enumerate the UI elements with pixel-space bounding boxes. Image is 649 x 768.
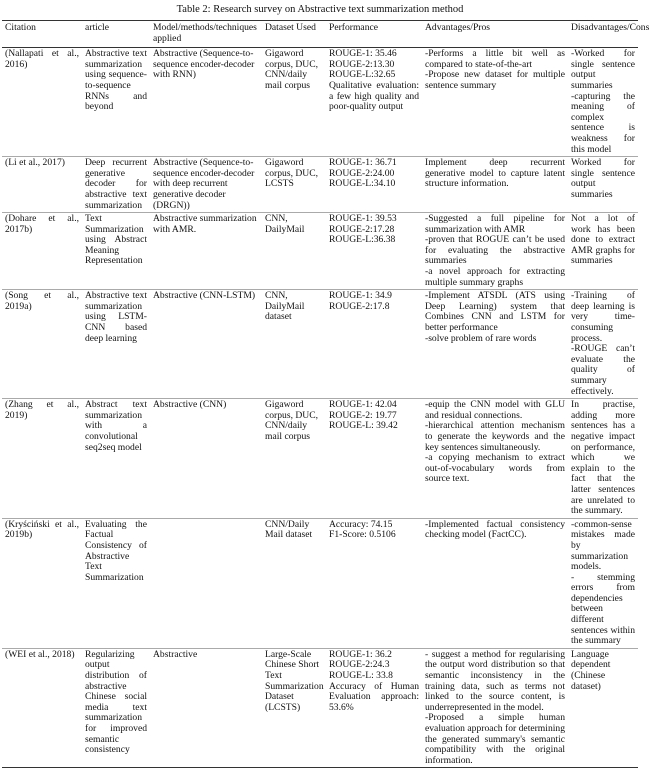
cons-cell [568, 213, 638, 290]
article-cell: Text Summarization using Abstract Meaning Representation [82, 213, 150, 290]
cons-cell-line: -Worked for single sentence output summaries [571, 48, 635, 91]
cons-cell-line: In practise, adding more sentences has a negative impact on performance, which we explain to the fact that the latter sentences are unrelated to the summary. [571, 399, 635, 517]
performance-cell-line: ROUGE-1: 35.46 [329, 48, 397, 60]
model-cell: Abstractive (CNN-LSTM) [150, 290, 262, 399]
pros-cell-line: -Implement ATSDL (ATS using Deep Learning) system that Combines CNN and LSTM for better performance [425, 290, 565, 334]
citation-cell: (Dohare et al., 2017b) [2, 213, 82, 290]
cons-cell [568, 648, 638, 768]
pros-cell [422, 157, 568, 213]
table-row [2, 399, 638, 519]
performance-cell-line: Qualitative evaluation: a few high quality and poor-quality output [329, 79, 419, 113]
pros-cell [422, 648, 568, 768]
dataset-cell: CNN, DailyMail [262, 213, 326, 290]
pros-cell-line: -equip the CNN model with GLU and residual connections. [425, 399, 565, 421]
pros-cell-line: -a novel approach for extracting multiple summary graphs [425, 266, 565, 288]
performance-cell-line: ROUGE-1: 36.2 [329, 648, 392, 660]
performance-cell-line: ROUGE-1: 42.04 [329, 399, 397, 411]
dataset-cell: Gigaword corpus, DUC, CNN/daily mail corpus [262, 399, 326, 519]
column-header: Disadvantages/Cons [568, 21, 638, 48]
cons-cell [568, 399, 638, 519]
pros-cell-line: -solve problem of rare words [425, 332, 537, 344]
pros-cell [422, 213, 568, 290]
table-row [2, 157, 638, 213]
table-body [2, 48, 638, 768]
pros-cell [422, 290, 568, 399]
model-cell: Abstractive [150, 648, 262, 768]
model-cell: Abstractive (CNN) [150, 399, 262, 519]
pros-cell-line: -Propose new dataset for multiple sentence summary [425, 69, 565, 91]
column-header: Model/methods/techniques applied [150, 21, 262, 48]
pros-cell-line: -a copying mechanism to extract out-of-vocabulary words from source text. [425, 452, 565, 485]
dataset-cell: Gigaword corpus, DUC, LCSTS [262, 157, 326, 213]
cons-cell [568, 48, 638, 157]
cons-cell-line: - stemming errors from dependencies between different sentences within the summary [571, 571, 635, 647]
dataset-cell: CNN, DailyMail dataset [262, 290, 326, 399]
cons-cell-line: -capturing the meaning of complex sentence is weakness for this model [571, 90, 635, 155]
pros-cell-line: -Suggested a full pipeline for summarization with AMR [425, 213, 565, 235]
performance-cell-line: ROUGE-L: 39.42 [329, 420, 398, 432]
performance-cell [326, 48, 422, 157]
pros-cell-line: - suggest a method for regularising the output word distribution so that semantic inconsistency in the training data, such as terms not linked to the source content, is underrepresented in the model. [425, 648, 565, 713]
dataset-cell: CNN/Daily Mail dataset [262, 518, 326, 648]
column-header: article [82, 21, 150, 48]
pros-cell-line: -Implemented factual consistency checking model (FactCC). [425, 518, 565, 541]
table-row [2, 213, 638, 290]
performance-cell-line: Accuracy of Human Evaluation approach: 53.6% [329, 680, 419, 713]
dataset-cell: Gigaword corpus, DUC, CNN/daily mail corpus [262, 48, 326, 157]
table-caption: Table 2: Research survey on Abstractive text summarization method [176, 4, 464, 15]
table-row [2, 290, 638, 399]
performance-cell-line: ROUGE-2:13.30 [329, 58, 395, 70]
performance-cell-line: ROUGE-L:36.38 [329, 234, 396, 246]
cons-cell [568, 518, 638, 648]
article-cell: Abstractive text summarization using sequence-to-sequence RNNs and beyond [82, 48, 150, 157]
performance-cell [326, 290, 422, 399]
performance-cell-line: ROUGE-1: 36.71 [329, 157, 397, 169]
performance-cell-line: ROUGE-2:17.8 [329, 300, 390, 312]
header-row [2, 21, 638, 48]
performance-cell [326, 213, 422, 290]
column-header: Advantages/Pros [422, 21, 568, 48]
pros-cell [422, 48, 568, 157]
model-cell: Abstractive summarization with AMR. [150, 213, 262, 290]
cons-cell-line: Worked for single sentence output summaries [571, 157, 635, 200]
performance-cell-line: F1-Score: 0.5106 [329, 529, 396, 541]
cons-cell [568, 290, 638, 399]
cons-cell [568, 157, 638, 213]
table-row [2, 518, 638, 648]
performance-cell-line: ROUGE-1: 39.53 [329, 213, 397, 225]
pros-cell-line: -Proposed a simple human evaluation approach for determining the generated summary's semantic compatibility with the original information. [425, 712, 565, 766]
pros-cell-line: -proven that ROGUE can’t be used for evaluating the abstractive summaries [425, 234, 565, 267]
article-cell: Abstract text summarization with a convolutional seq2seq model [82, 399, 150, 519]
pros-cell-line: -Performs a little bit well as compared to state-of-the-art [425, 48, 565, 70]
pros-cell [422, 399, 568, 519]
performance-cell-line: ROUGE-2:24.3 [329, 659, 390, 671]
performance-cell-line: ROUGE-1: 34.9 [329, 290, 392, 302]
citation-cell: (Li et al., 2017) [2, 157, 82, 213]
citation-cell: (WEI et al., 2018) [2, 648, 82, 768]
survey-table [2, 20, 649, 768]
performance-cell-line: ROUGE-L: 33.8 [329, 670, 393, 682]
pros-cell-line: Implement deep recurrent generative model to capture latent structure information. [425, 157, 565, 190]
performance-cell-line: ROUGE-2: 19.77 [329, 409, 397, 421]
citation-cell: (Kryściński et al., 2019b) [2, 518, 82, 648]
model-cell: Abstractive (Sequence-to-sequence encoder-decoder with RNN) [150, 48, 262, 157]
article-cell: Abstractive text summarization using LSTM-CNN based deep learning [82, 290, 150, 399]
model-cell: Abstractive (Sequence-to-sequence encoder-decoder with deep recurrent generative decoder (DRGN)) [150, 157, 262, 213]
citation-cell: (Nallapati et al., 2016) [2, 48, 82, 157]
cons-cell-line: Language dependent (Chinese dataset) [571, 648, 611, 692]
article-cell: Deep recurrent generative decoder for abstractive text summarization [82, 157, 150, 213]
performance-cell-line: ROUGE-2:24.00 [329, 167, 395, 179]
citation-cell: (Song et al., 2019a) [2, 290, 82, 399]
performance-cell-line: ROUGE-L:32.65 [329, 69, 396, 81]
performance-cell [326, 648, 422, 768]
citation-cell: (Zhang et al., 2019) [2, 399, 82, 519]
cons-cell-line: -common-sense mistakes made by summarization models. [571, 518, 635, 573]
cons-cell-line: -ROUGE can’t evaluate the quality of summary effectively. [571, 343, 635, 397]
model-cell [150, 518, 262, 648]
pros-cell-line: -hierarchical attention mechanism to generate the keywords and the key sentences simultaneously. [425, 420, 565, 453]
article-cell: Evaluating the Factual Consistency of Abstractive Text Summarization [82, 518, 150, 648]
performance-cell [326, 157, 422, 213]
table-row [2, 648, 638, 768]
performance-cell [326, 518, 422, 648]
performance-cell-line: ROUGE-2:17.28 [329, 223, 395, 235]
column-header: Performance [326, 21, 422, 48]
performance-cell-line: Accuracy: 74.15 [329, 518, 393, 530]
column-header: Dataset Used [262, 21, 326, 48]
article-cell: Regularizing output distribution of abstractive Chinese social media text summarization for improved semantic consistency [82, 648, 150, 768]
performance-cell [326, 399, 422, 519]
dataset-cell: Large-Scale Chinese Short Text Summarization Dataset (LCSTS) [262, 648, 326, 768]
performance-cell-line: ROUGE-L:34.10 [329, 178, 396, 190]
pros-cell [422, 518, 568, 648]
cons-cell-line: Not a lot of work has been done to extract AMR graphs for summaries [571, 213, 635, 267]
table-row [2, 48, 638, 157]
column-header: Citation [2, 21, 82, 48]
cons-cell-line: -Training of deep learning is very time-consuming process. [571, 290, 635, 344]
